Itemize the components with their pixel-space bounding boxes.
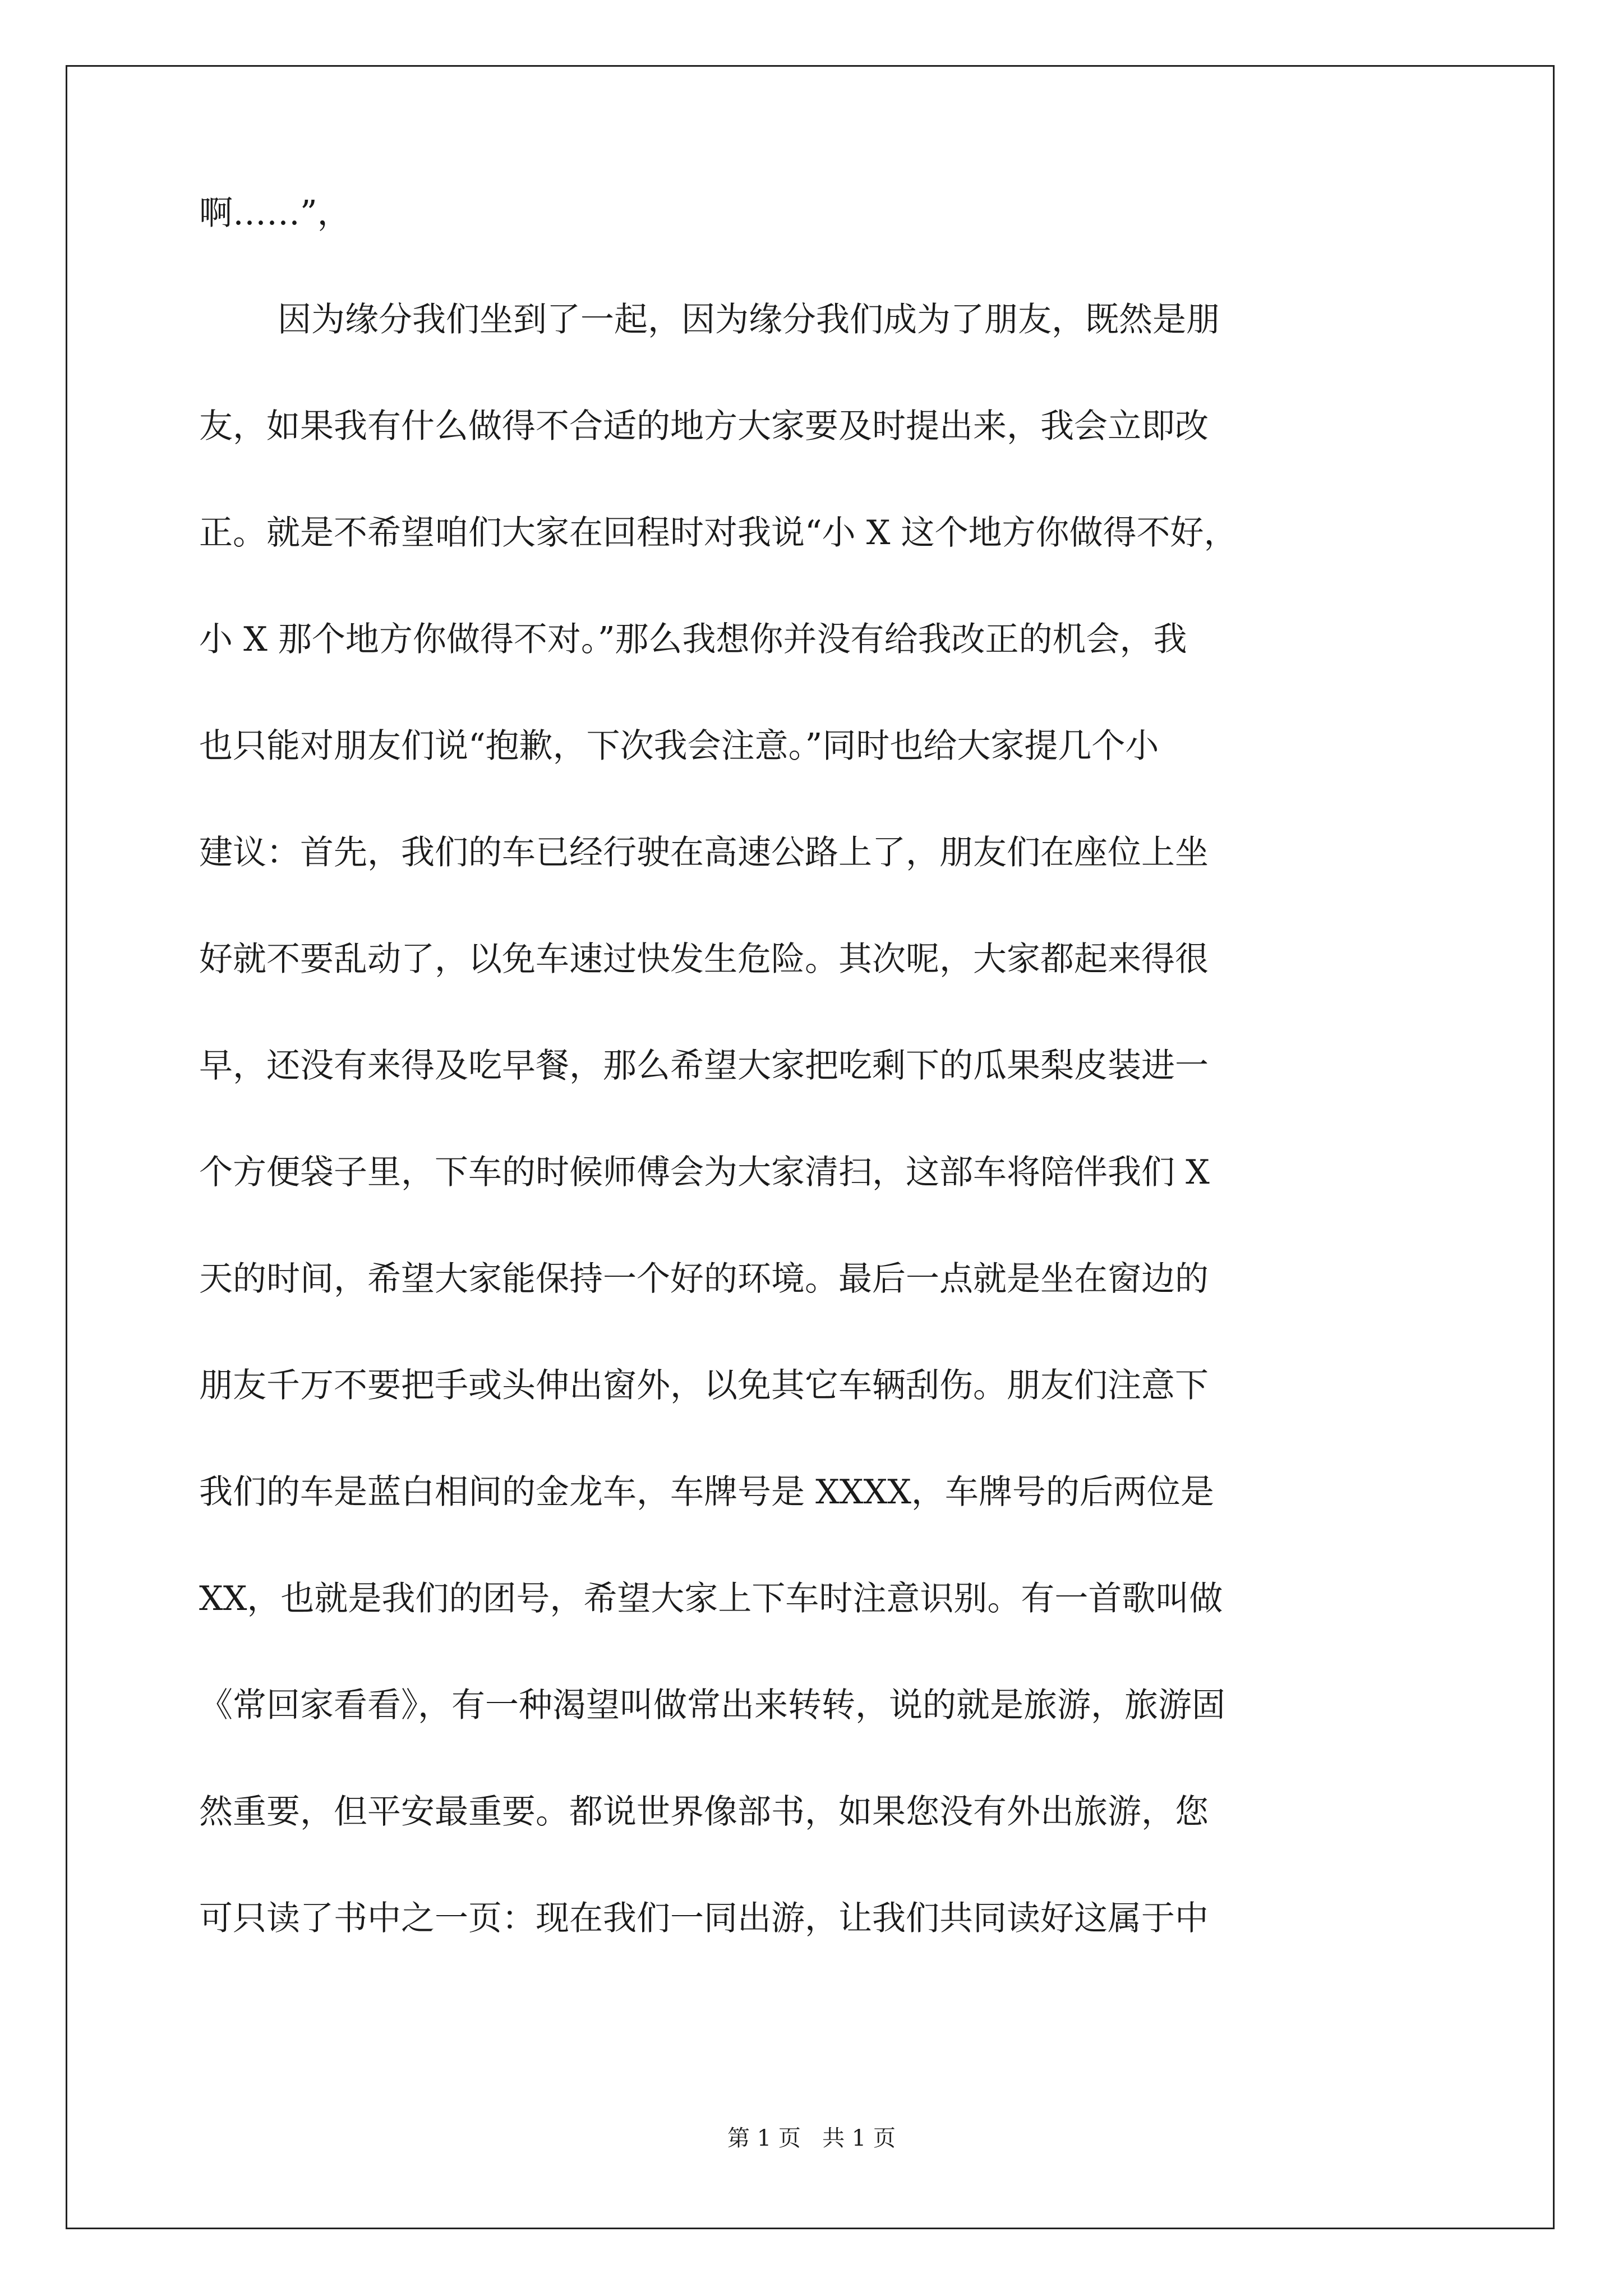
text-line-8: 好就不要乱动了，以免车速过快发生危险。其次呢，大家都起来得很 [199,940,1209,979]
text-line-11: 天的时间，希望大家能保持一个好的环境。最后一点就是坐在窗边的 [199,1259,1209,1299]
page-footer: 第 1 页 共 1 页 [727,2125,896,2151]
text-line-13: 我们的车是蓝白相间的金龙车，车牌号是 XXXX，车牌号的后两位是 [199,1473,1214,1512]
text-line-1: 啊……”， [199,194,351,233]
text-line-6: 也只能对朋友们说“抱歉，下次我会注意。”同时也给大家提几个小 [199,726,1159,766]
text-line-15: 《常回家看看》，有一种渴望叫做常出来转转，说的就是旅游，旅游固 [199,1686,1225,1725]
text-line-12: 朋友千万不要把手或头伸出窗外，以免其它车辆刮伤。朋友们注意下 [199,1366,1209,1405]
text-line-9: 早，还没有来得及吃早餐，那么希望大家把吃剩下的瓜果梨皮装进一 [199,1046,1209,1085]
text-line-2: 因为缘分我们坐到了一起，因为缘分我们成为了朋友，既然是朋 [278,300,1220,339]
text-line-16: 然重要，但平安最重要。都说世界像部书，如果您没有外出旅游，您 [199,1792,1209,1832]
text-line-7: 建议：首先，我们的车已经行驶在高速公路上了，朋友们在座位上坐 [199,833,1209,872]
text-line-14: XX，也就是我们的团号，希望大家上下车时注意识别。有一首歌叫做 [199,1579,1223,1618]
text-line-3: 友，如果我有什么做得不合适的地方大家要及时提出来，我会立即改 [199,407,1209,446]
text-line-17: 可只读了书中之一页：现在我们一同出游，让我们共同读好这属于中 [199,1899,1209,1938]
text-line-10: 个方便袋子里，下车的时候师傅会为大家清扫，这部车将陪伴我们 X [199,1153,1210,1192]
text-line-4: 正。就是不希望咱们大家在回程时对我说“小 X 这个地方你做得不好， [199,513,1238,553]
text-line-5: 小 X 那个地方你做得不对。”那么我想你并没有给我改正的机会，我 [199,620,1187,659]
